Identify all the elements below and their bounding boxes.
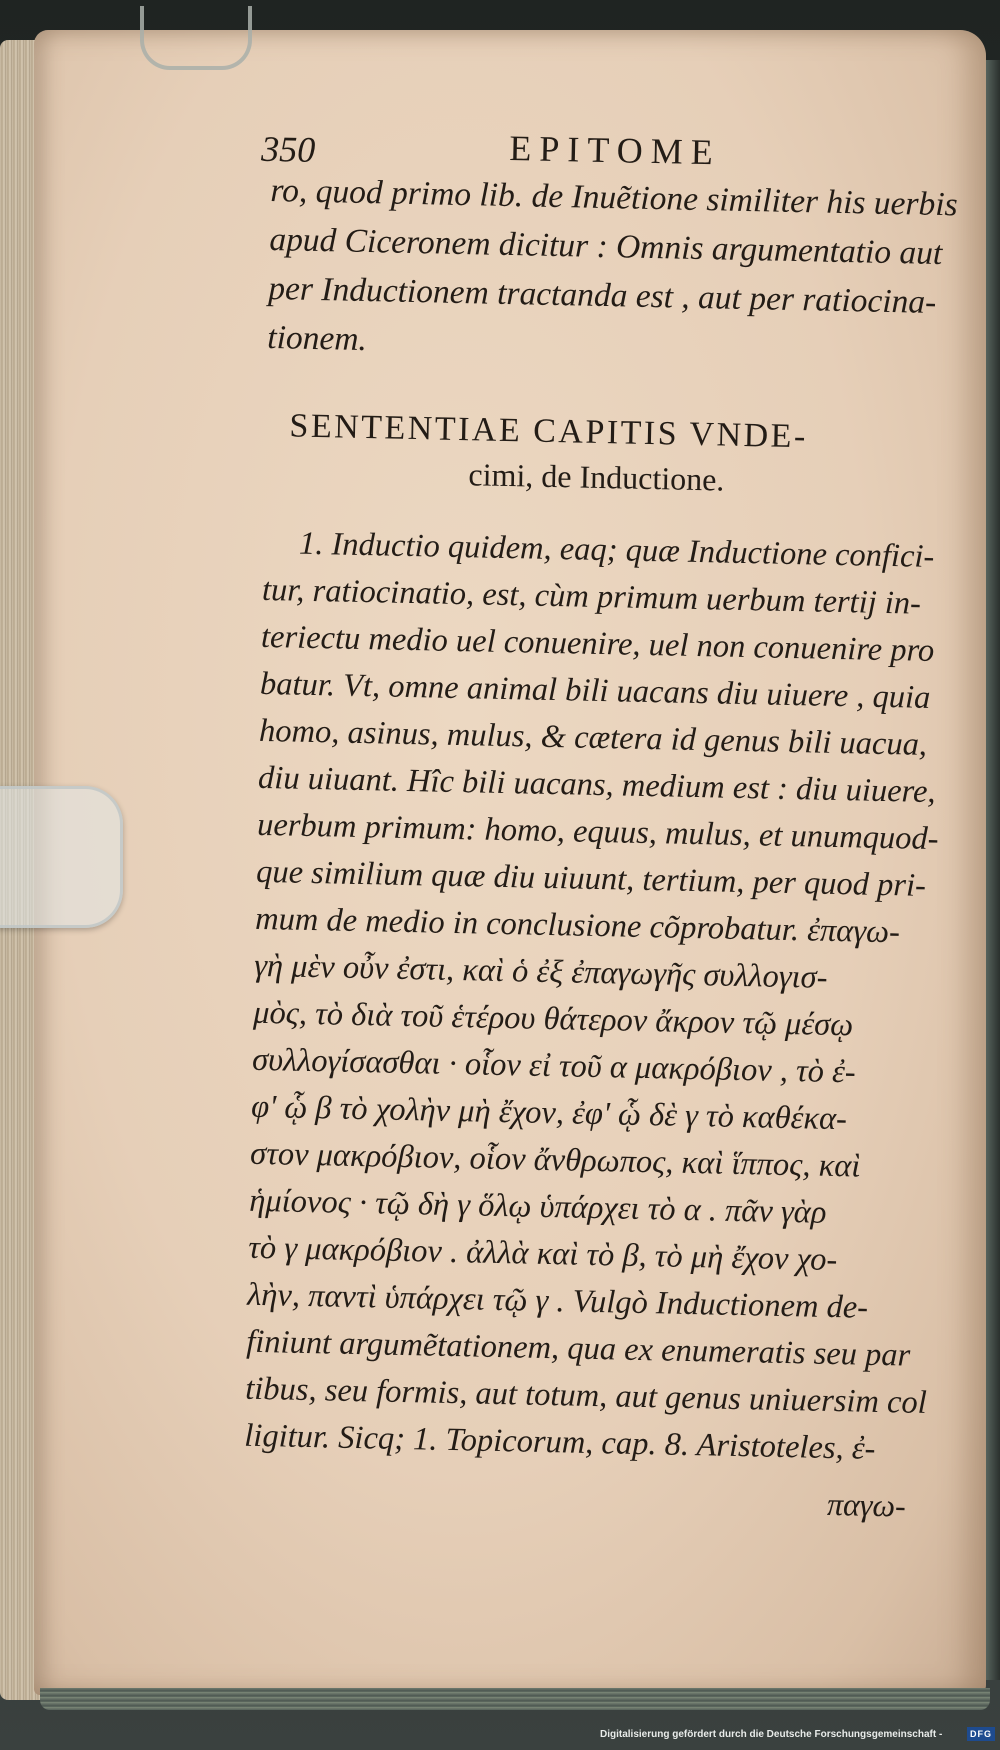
text-line: tibus, seu formis, aut totum, aut genus uniuersim col: [244, 1370, 928, 1421]
book-gutter-shadow: [984, 60, 1000, 1680]
dfg-logo: DFG: [967, 1727, 995, 1741]
page-text-block: [243, 116, 959, 1528]
text-line: teriectu medio uel conuenire, uel non conuenire pro: [260, 618, 935, 669]
chapter-title: SENTENTIAE CAPITIS VNDE-: [289, 407, 809, 456]
text-line: diu uiuant. Hîc bili uacans, medium est : diu uiuere,: [257, 759, 936, 811]
text-line: mum de medio in conclusione cõprobatur. ἐπαγω-: [254, 900, 901, 951]
text-line: tionem.: [266, 318, 368, 359]
text-line: per Inductionem tractanda est , aut per ratiocina-: [268, 269, 937, 321]
book-bottom-edge: [40, 1688, 990, 1710]
catchword: παγω-: [826, 1485, 907, 1524]
text-line: ligitur. Sicq; 1. Topicorum, cap. 8. Aristoteles, ἐ-: [243, 1417, 876, 1467]
running-head: EPITOME: [508, 127, 722, 173]
text-line: φ' ᾧ β τὸ χολὴν μὴ ἔχον, ἐφ' ᾧ δὲ γ τὸ καθέκα-: [250, 1088, 848, 1138]
text-line: τὸ γ μακρόβιον . ἀλλὰ καὶ τὸ β, τὸ μὴ ἔχον χο-: [247, 1229, 838, 1279]
text-line: λὴν, παντὶ ὑπάρχει τῷ γ . Vulgò Inductionem de-: [246, 1276, 869, 1326]
body-paragraph: [244, 520, 946, 1474]
text-line: μὸς, τὸ διὰ τοῦ ἑτέρου θάτερον ἄκρον τῷ μέσῳ: [252, 994, 854, 1044]
page-clip-side: [0, 786, 123, 928]
text-line: συλλογίσασθαι · οἷον εἰ τοῦ α μακρόβιον , τὸ ἐ-: [251, 1041, 857, 1091]
intro-paragraph: [266, 166, 959, 376]
text-line: apud Ciceronem dicitur : Omnis argumentatio aut: [269, 220, 943, 273]
text-line: ἡμίονος · τῷ δὴ γ ὅλῳ ὑπάρχει τὸ α . πᾶν γὰρ: [248, 1182, 827, 1231]
text-line: que similium quæ diu uiuunt, tertium, per quod pri-: [255, 853, 927, 904]
page-clip-top: [140, 6, 252, 70]
text-line: batur. Vt, omne animal bili uacans diu uiuere , quia: [259, 665, 931, 716]
page-number: 350: [260, 128, 316, 170]
text-line: 1. Inductio quidem, eaq; quæ Inductione confici-: [298, 525, 935, 575]
text-line: γὴ μὲν οὖν ἐστι, καὶ ὁ ἐξ ἐπαγωγῆς συλλογισ-: [253, 947, 828, 996]
text-line: tur, ratiocinatio, est, cùm primum uerbum tertij in-: [261, 571, 922, 622]
digitization-credit: Digitalisierung gefördert durch die Deutsche Forschungsgemeinschaft -: [600, 1729, 943, 1740]
chapter-subtitle: cimi, de Inductione.: [468, 456, 725, 498]
text-line: ro, quod primo lib. de Inuẽtione similiter his uerbis: [270, 171, 959, 224]
text-line: homo, asinus, mulus, & cætera id genus bili uacua,: [258, 712, 928, 763]
text-line: στον μακρόβιον, οἷον ἄνθρωπος, καὶ ἵππος, καὶ: [249, 1135, 861, 1185]
text-line: finiunt argumẽtationem, qua ex enumeratis seu par: [245, 1323, 911, 1374]
text-line: uerbum primum: homo, equus, mulus, et unumquod-: [256, 806, 939, 858]
